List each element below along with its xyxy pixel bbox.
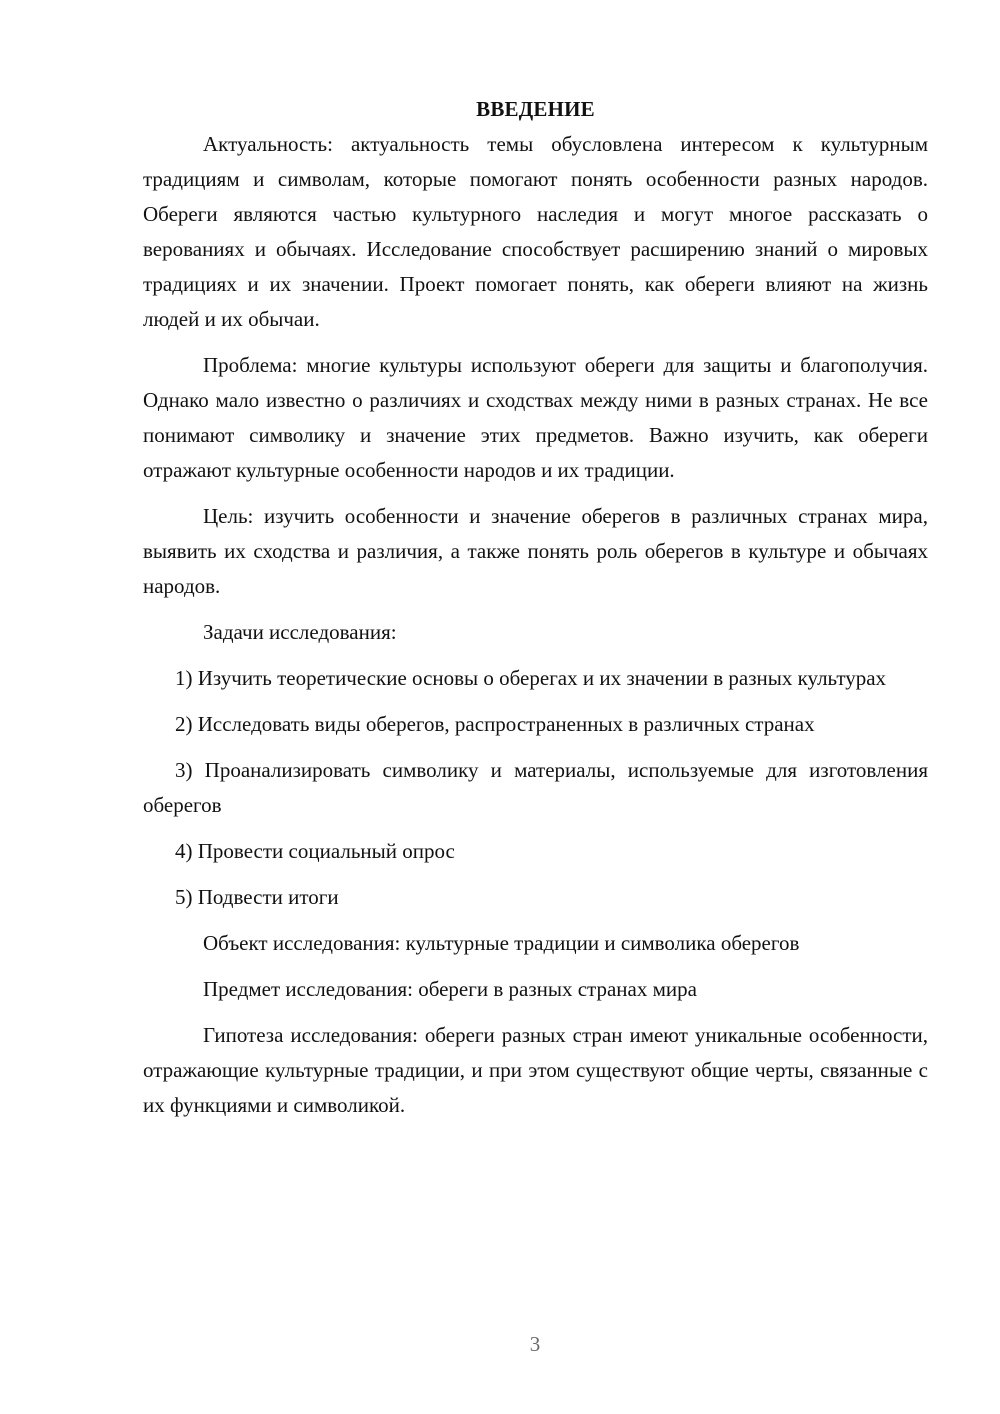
task-item: 5) Подвести итоги <box>175 885 339 909</box>
task-item: 4) Провести социальный опрос <box>175 839 455 863</box>
document-page <box>143 92 928 1123</box>
task-item: 1) Изучить теоретические основы о оберегах и их значении в разных культурах <box>175 666 887 690</box>
page-title: ВВЕДЕНИЕ <box>476 97 595 121</box>
task-item: 2) Исследовать виды оберегов, распространенных в различных странах <box>175 712 815 736</box>
subject-paragraph: Предмет исследования: обереги в разных странах мира <box>203 977 697 1001</box>
goal-paragraph: Цель: изучить особенности и значение оберегов в различных странах мира, выявить их сходства и различия, а также понять роль оберегов в культуре и обычаях народов. <box>143 504 928 598</box>
page-number: 3 <box>529 1332 541 1356</box>
tasks-heading: Задачи исследования: <box>203 620 397 644</box>
hypothesis-paragraph: Гипотеза исследования: обереги разных стран имеют уникальные особенности, отражающие культурные традиции, и при этом существуют общие черты, связанные с их функциями и символикой. <box>143 1023 928 1117</box>
problem-paragraph: Проблема: многие культуры используют обереги для защиты и благополучия. Однако мало известно о различиях и сходствах между ними в разных странах. Не все понимают символику и значение этих предметов. Важно изучить, как обереги отражают культурные особенности народов и их традиции. <box>143 353 928 482</box>
object-paragraph: Объект исследования: культурные традиции и символика оберегов <box>203 931 800 955</box>
relevance-paragraph: Актуальность: актуальность темы обусловлена интересом к культурным традициям и символам, которые помогают понять особенности разных народов. Обереги являются частью культурного наследия и могут многое рассказать о верованиях и обычаях. Исследование способствует расширению знаний о мировых традициях и их значении. Проект помогает понять, как обереги влияют на жизнь людей и их обычаи. <box>143 132 928 331</box>
task-item: 3) Проанализировать символику и материалы, используемые для изготовления оберегов <box>143 758 928 817</box>
